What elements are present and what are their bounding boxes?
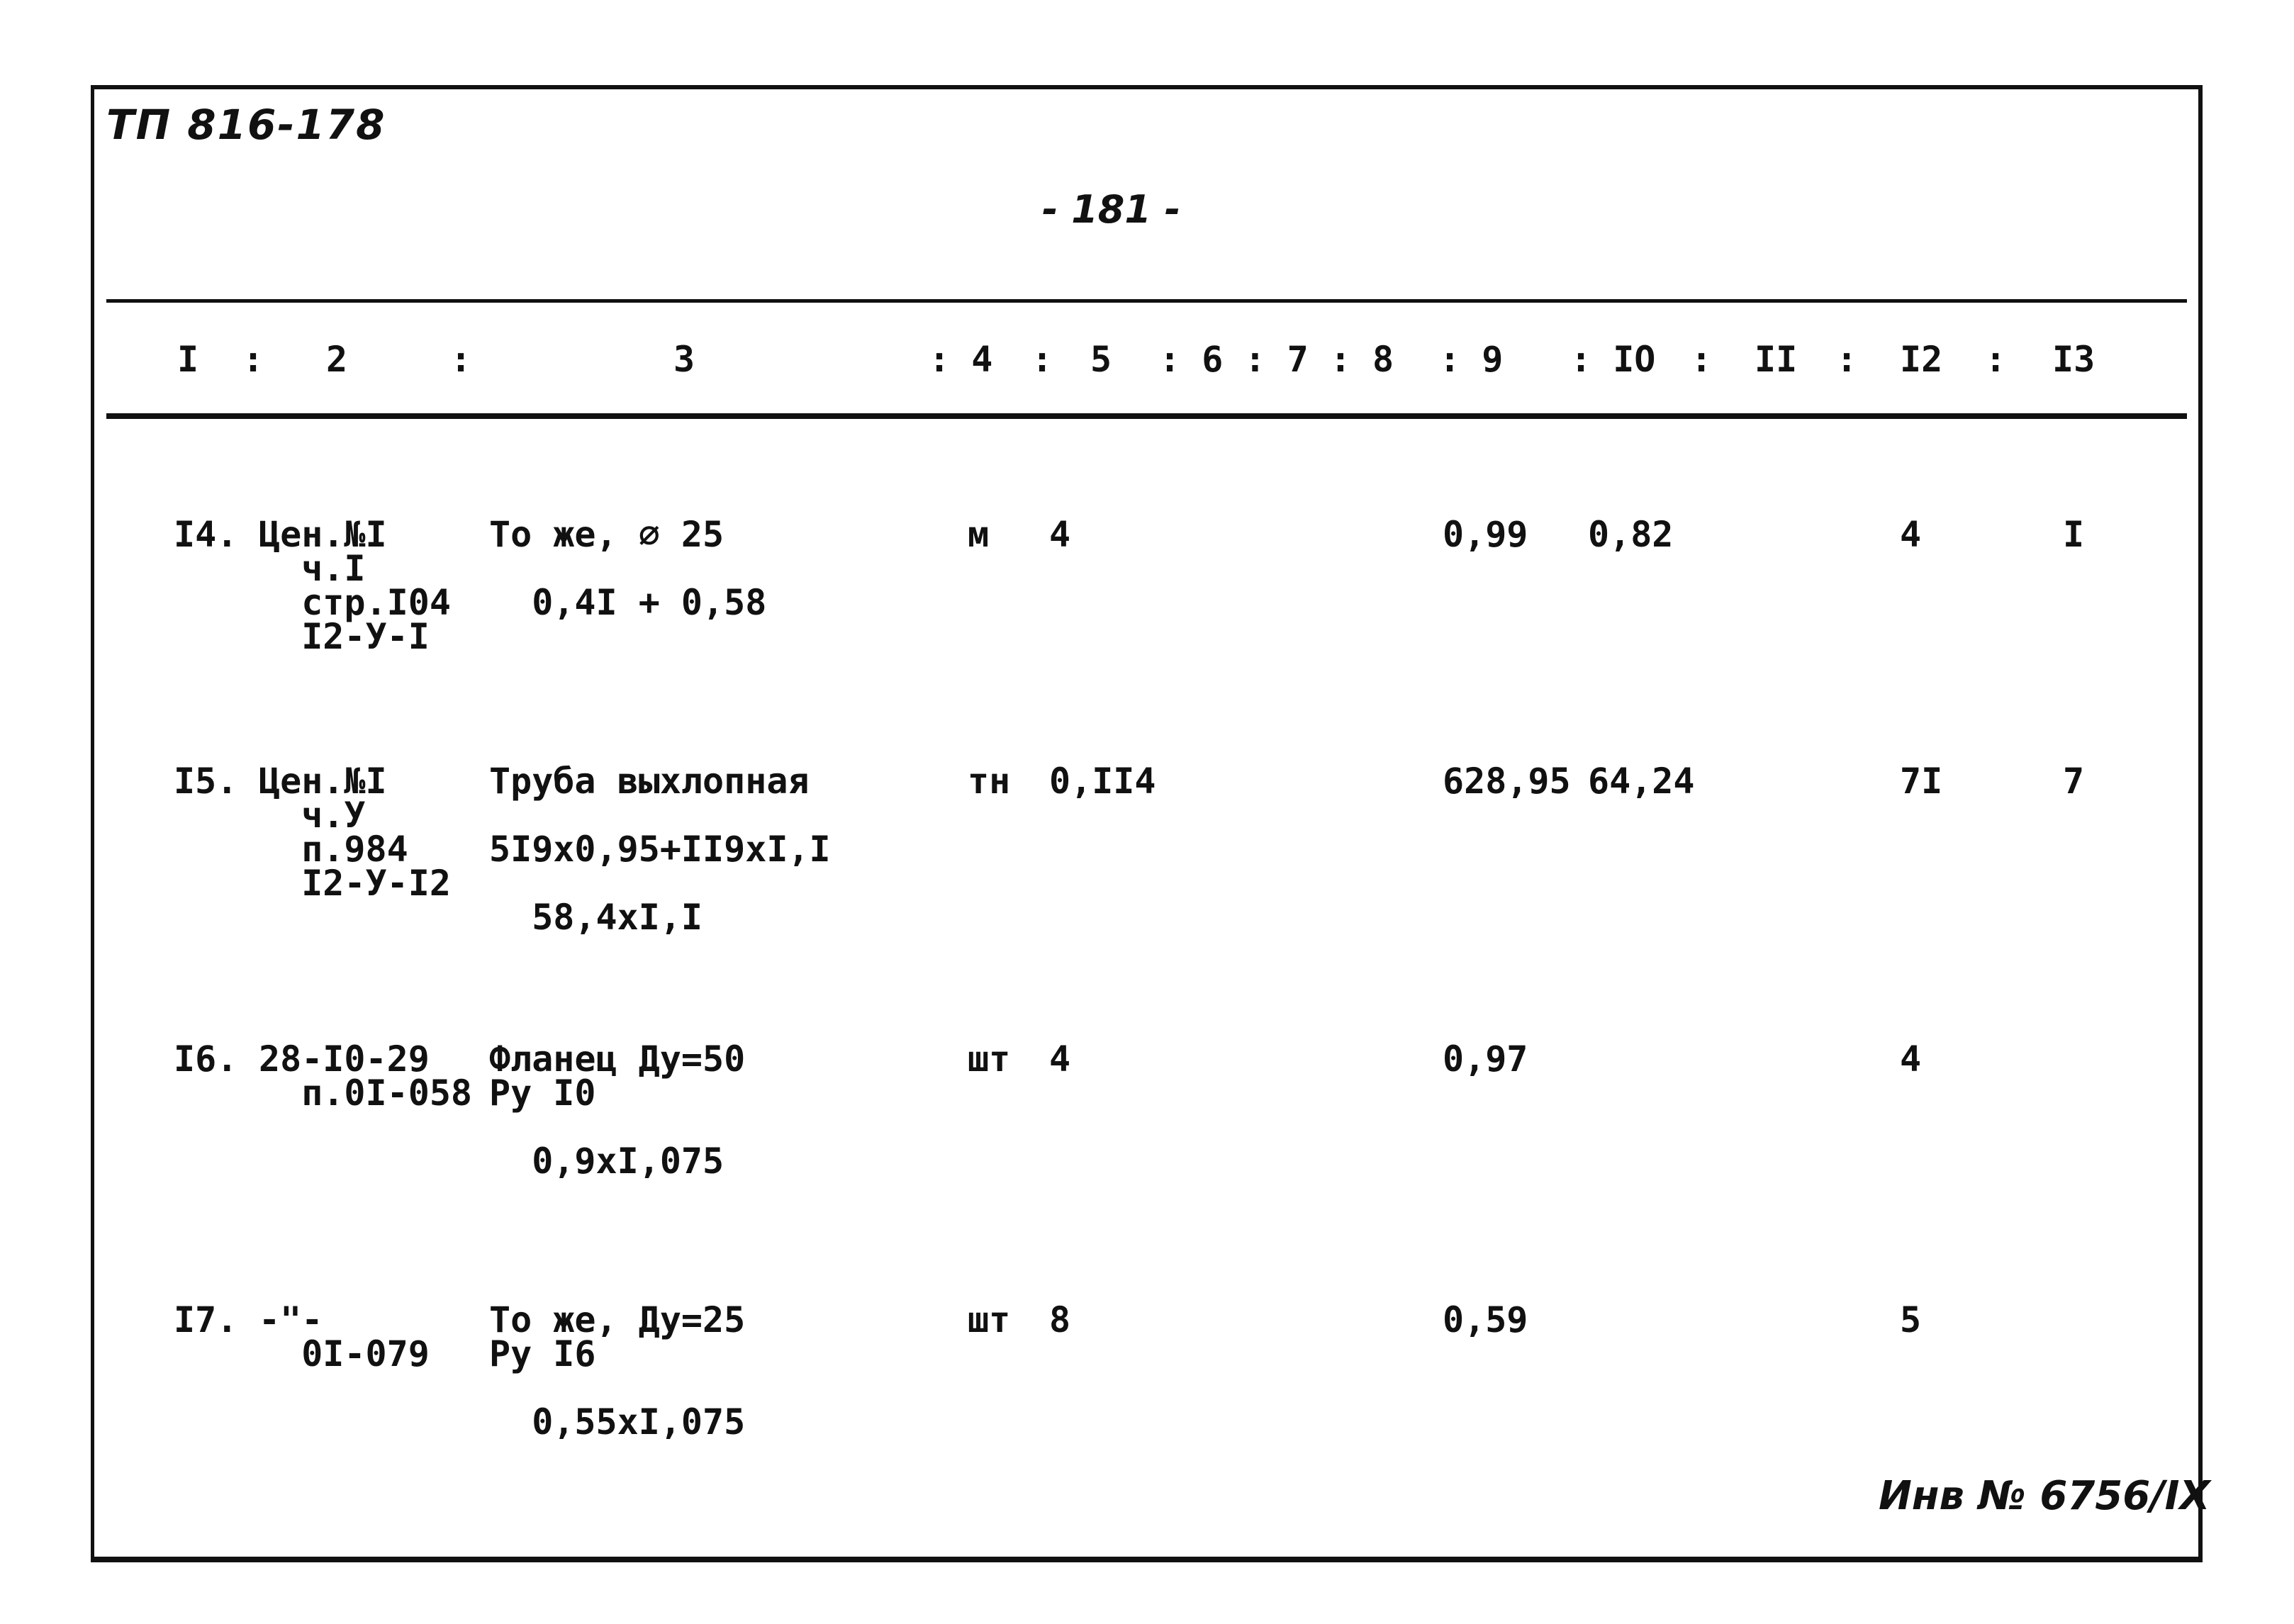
page-number: - 181 - — [1042, 187, 1181, 232]
row-3-num: I7. — [174, 1299, 238, 1340]
row-1-name: Труба выхлопная 5I9x0,95+II9xI,I 58,4xI,I — [489, 761, 831, 938]
column-header-2: 2 — [326, 339, 348, 380]
row-1-num: I5. — [174, 761, 238, 802]
column-header-5: : 4 — [929, 339, 993, 380]
column-header-13: : — [1836, 339, 1858, 380]
row-1-unit: тн — [968, 761, 1011, 802]
column-header-0: I — [177, 339, 199, 380]
column-header-1: : — [242, 339, 264, 380]
column-header-11: : — [1691, 339, 1713, 380]
row-0-c9: 0,99 — [1443, 514, 1528, 555]
row-3-c9: 0,59 — [1443, 1299, 1528, 1340]
column-header-3: : — [450, 339, 472, 380]
column-header-14: I2 — [1900, 339, 1943, 380]
row-2-c12: 4 — [1900, 1038, 1922, 1080]
row-2-unit: шт — [968, 1038, 1011, 1080]
column-header-8: : 6 : 7 : 8 — [1159, 339, 1394, 380]
row-0-unit: м — [968, 514, 990, 555]
column-header-7: 5 — [1090, 339, 1112, 380]
row-2-c9: 0,97 — [1443, 1038, 1528, 1080]
inventory-stamp: Инв № 6756/IX — [1879, 1473, 2210, 1519]
row-2-ref: 28-I0-29 п.0I-058 — [259, 1038, 473, 1114]
row-2-qty: 4 — [1049, 1038, 1071, 1080]
row-3-unit: шт — [968, 1299, 1011, 1340]
header-top-rule — [106, 299, 2187, 303]
row-2-name: Фланец Ду=50 Ру I0 0,9xI,075 — [489, 1038, 746, 1182]
column-header-15: : — [1985, 339, 2007, 380]
header-bottom-rule — [106, 413, 2187, 419]
row-0-num: I4. — [174, 514, 238, 555]
row-0-name: То же, ∅ 25 0,4I + 0,58 — [489, 514, 767, 623]
row-0-qty: 4 — [1049, 514, 1071, 555]
row-0-c10: 0,82 — [1588, 514, 1674, 555]
row-1-c12: 7I — [1900, 761, 1943, 802]
column-header-16: I3 — [2052, 339, 2096, 380]
document-code: ТП 816-178 — [106, 101, 386, 149]
column-header-4: 3 — [673, 339, 695, 380]
row-0-c12: 4 — [1900, 514, 1922, 555]
column-header-9: : 9 — [1439, 339, 1504, 380]
row-1-qty: 0,II4 — [1049, 761, 1156, 802]
row-0-c13: I — [2063, 514, 2085, 555]
column-header-10: : IO — [1570, 339, 1656, 380]
row-1-ref: Цен.№I ч.У п.984 I2-У-I2 — [259, 761, 451, 904]
row-3-c12: 5 — [1900, 1299, 1922, 1340]
row-0-ref: Цен.№I ч.I стр.I04 I2-У-I — [259, 514, 451, 657]
row-1-c13: 7 — [2063, 761, 2085, 802]
row-3-name: То же, Ду=25 Ру I6 0,55xI,075 — [489, 1299, 746, 1443]
row-1-c10: 64,24 — [1588, 761, 1695, 802]
column-header-12: II — [1755, 339, 1798, 380]
row-1-c9: 628,95 — [1443, 761, 1571, 802]
column-header-6: : — [1031, 339, 1053, 380]
row-3-qty: 8 — [1049, 1299, 1071, 1340]
row-3-ref: -"- 0I-079 — [259, 1299, 430, 1374]
row-2-num: I6. — [174, 1038, 238, 1080]
